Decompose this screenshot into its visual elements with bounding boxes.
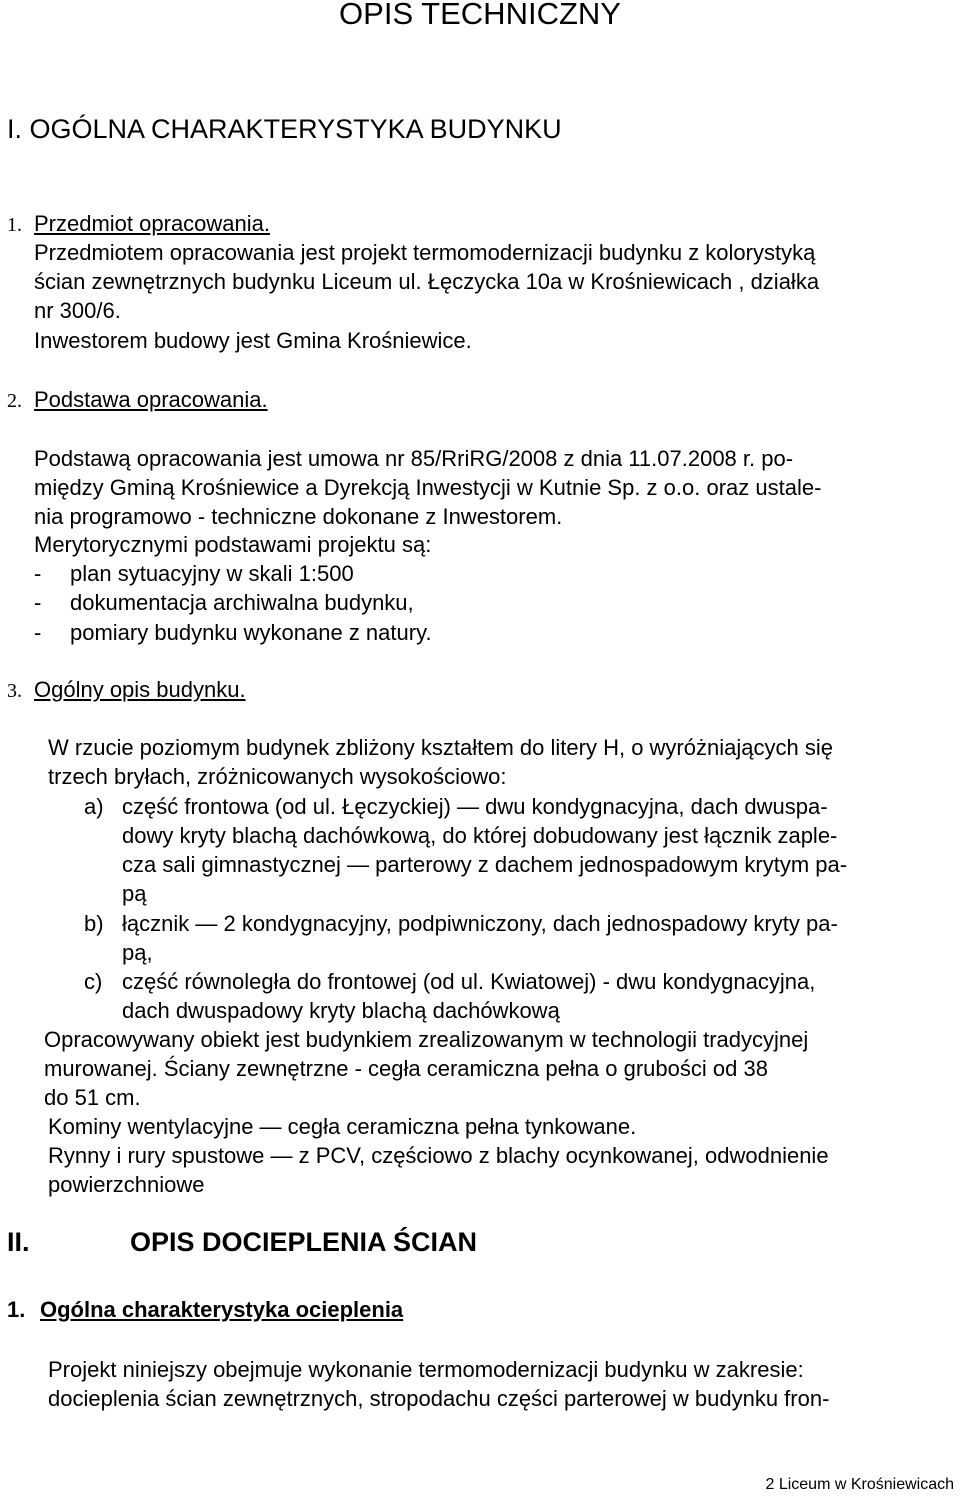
list-item-a-line: dowy kryty blachą dachówkową, do której dobudowany jest łącznik zaple-	[122, 823, 838, 848]
item-3-intro-line: W rzucie poziomym budynek zbliżony kształtem do litery H, o wyróżniających się	[48, 735, 833, 760]
bullet-dash: -	[34, 620, 42, 645]
list-item-a-line: pą	[122, 881, 147, 906]
list-item: pomiary budynku wykonane z natury.	[70, 620, 432, 645]
section-1-heading: I. OGÓLNA CHARAKTERYSTYKA BUDYNKU	[7, 114, 562, 144]
paragraph-line: Opracowywany obiekt jest budynkiem zrealizowanym w technologii tradycyjnej	[44, 1027, 809, 1052]
page-footer: 2 Liceum w Krośniewicach	[765, 1476, 954, 1493]
paragraph-line: Kominy wentylacyjne — cegła ceramiczna pełna tynkowane.	[48, 1114, 637, 1139]
item-2-line: Merytorycznymi podstawami projektu są:	[34, 532, 432, 557]
bullet-dash: -	[34, 561, 42, 586]
list-label-c: c)	[84, 969, 103, 994]
list-label-a: a)	[84, 794, 104, 819]
paragraph-line: Projekt niniejszy obejmuje wykonanie termomodernizacji budynku w zakresie:	[48, 1357, 804, 1382]
paragraph-line: murowanej. Ściany zewnętrzne - cegła ceramiczna pełna o grubości od 38	[44, 1056, 768, 1081]
page-title: OPIS TECHNICZNY	[339, 0, 621, 31]
item-2-line: Podstawą opracowania jest umowa nr 85/RriRG/2008 z dnia 11.07.2008 r. po-	[34, 446, 794, 471]
list-item: dokumentacja archiwalna budynku,	[70, 590, 414, 615]
list-item: plan sytuacyjny w skali 1:500	[70, 561, 354, 586]
subsection-title: Ogólna charakterystyka ocieplenia	[40, 1297, 404, 1322]
paragraph-line: docieplenia ścian zewnętrznych, stropodachu części parterowej w budynku fron-	[48, 1386, 830, 1411]
item-2-line: między Gminą Krośniewice a Dyrekcją Inwestycji w Kutnie Sp. z o.o. oraz ustale-	[34, 475, 822, 500]
list-label-b: b)	[84, 911, 104, 936]
item-3-number: 3.	[7, 680, 22, 702]
list-item-c-line: dach dwuspadowy kryty blachą dachówkową	[122, 998, 560, 1023]
item-1-number: 1.	[7, 214, 22, 236]
list-item-b-line: pą,	[122, 940, 153, 965]
item-1-line: Inwestorem budowy jest Gmina Krośniewice.	[34, 328, 472, 353]
item-3-title: Ogólny opis budynku.	[34, 677, 246, 702]
paragraph-line: do 51 cm.	[44, 1085, 141, 1110]
section-2-roman: II.	[7, 1227, 30, 1257]
list-item-b-line: łącznik — 2 kondygnacyjny, podpiwniczony, dach jednospadowy kryty pa-	[122, 911, 838, 936]
item-2-line: nia programowo - techniczne dokonane z Inwestorem.	[34, 504, 563, 529]
item-1-line: nr 300/6.	[34, 298, 121, 323]
list-item-c-line: część równoległa do frontowej (od ul. Kwiatowej) - dwu kondygnacyjna,	[122, 969, 816, 994]
subsection-number: 1.	[7, 1297, 26, 1322]
section-2-heading: OPIS DOCIEPLENIA ŚCIAN	[130, 1227, 478, 1257]
list-item-a-line: cza sali gimnastycznej — parterowy z dachem jednospadowym krytym pa-	[122, 852, 848, 877]
item-1-line: Przedmiotem opracowania jest projekt termomodernizacji budynku z kolorystyką	[34, 240, 816, 265]
item-1-title: Przedmiot opracowania.	[34, 211, 271, 236]
item-3-intro-line: trzech bryłach, zróżnicowanych wysokościowo:	[48, 764, 507, 789]
paragraph-line: powierzchniowe	[48, 1172, 205, 1197]
list-item-a-line: część frontowa (od ul. Łęczyckiej) — dwu kondygnacyjna, dach dwuspa-	[122, 794, 828, 819]
bullet-dash: -	[34, 590, 42, 615]
item-1-line: ścian zewnętrznych budynku Liceum ul. Łęczycka 10a w Krośniewicach , działka	[34, 269, 820, 294]
item-2-title: Podstawa opracowania.	[34, 387, 268, 412]
item-2-number: 2.	[7, 390, 22, 412]
paragraph-line: Rynny i rury spustowe — z PCV, częściowo z blachy ocynkowanej, odwodnienie	[48, 1143, 829, 1168]
